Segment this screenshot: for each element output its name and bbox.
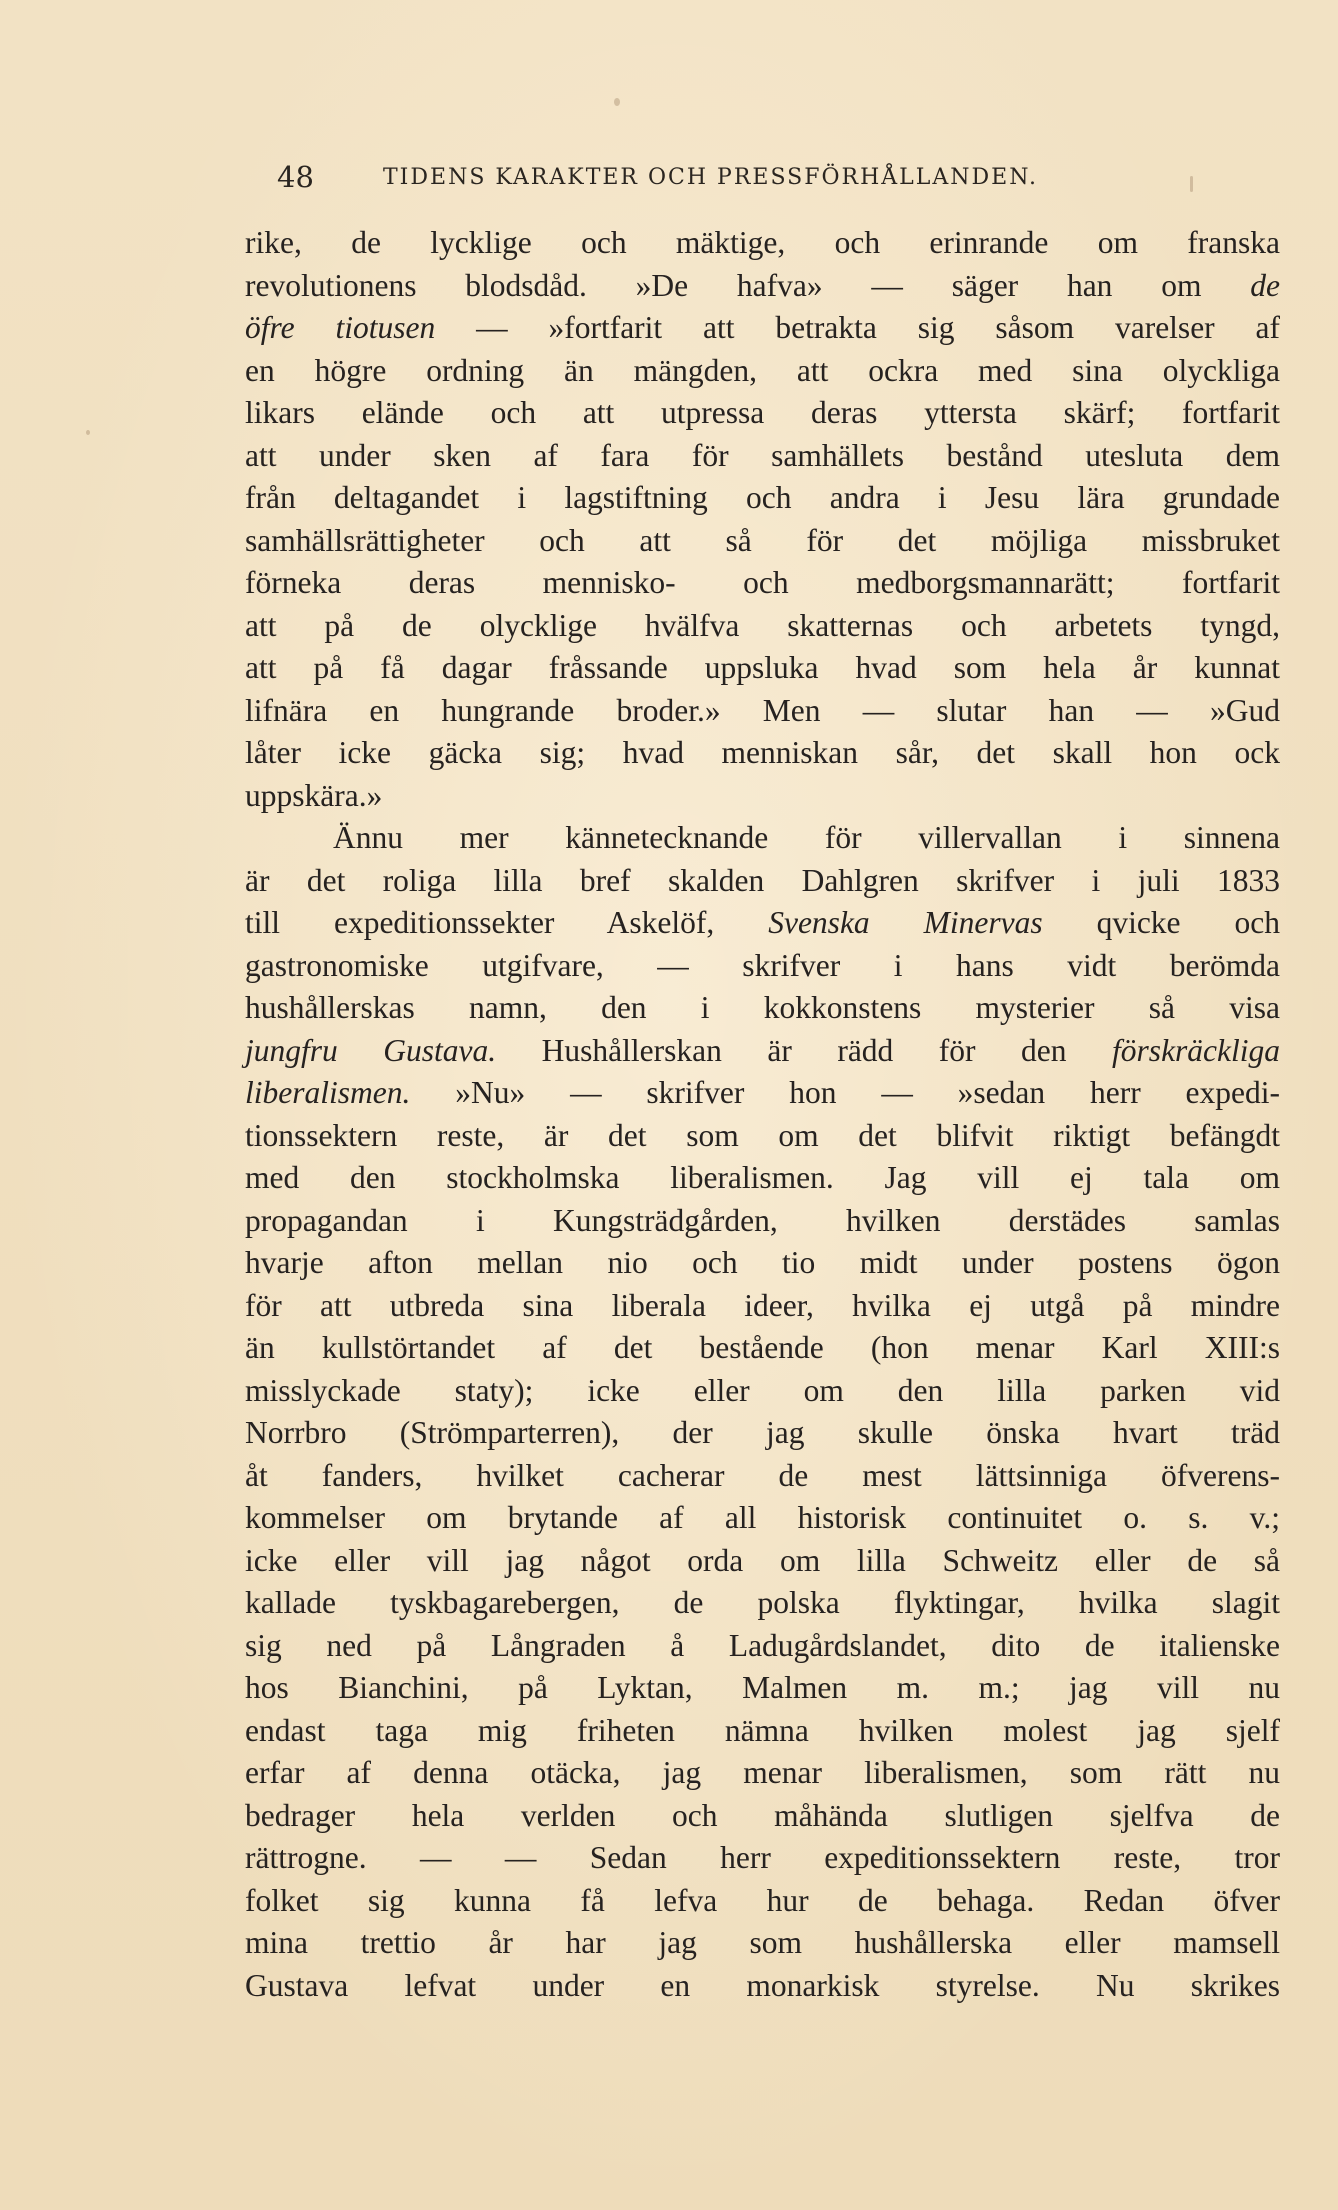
italic-text: Svenska Minervas	[768, 905, 1043, 940]
italic-text: förskräckliga	[1112, 1032, 1281, 1068]
text-line: lifnära en hungrande broder.» Men — slutar han — »Gud	[245, 692, 1280, 728]
text-line: hos Bianchini, på Lyktan, Malmen m. m.; jag vill nu	[245, 1670, 1280, 1705]
text-line: för att utbreda sina liberala ideer, hvilka ej utgå på mindre	[245, 1287, 1280, 1323]
text-line: sig ned på Långraden å Ladugårdslandet, dito de italienske	[245, 1627, 1280, 1663]
text-line: att under sken af fara för samhällets bestånd utesluta dem	[245, 437, 1280, 473]
body-text	[245, 222, 1280, 2007]
text-line: misslyckade staty); icke eller om den lilla parken vid	[245, 1372, 1280, 1408]
italic-text: de	[1250, 267, 1280, 303]
text-line: att på få dagar fråssande uppsluka hvad som hela år kunnat	[245, 650, 1280, 685]
italic-text: jungfru Gustava.	[245, 1032, 497, 1068]
text-fragment: till expeditionssekter Askelöf,	[245, 905, 715, 940]
text-line: folket sig kunna få lefva hur de behaga. Redan öfver	[245, 1882, 1280, 1918]
page-number: 48	[277, 160, 314, 194]
text-line	[245, 307, 1280, 350]
text-line: med den stockholmska liberalismen. Jag vill ej tala om	[245, 1160, 1280, 1195]
text-line: förneka deras mennisko- och medborgsmannarätt; fortfarit	[245, 565, 1280, 600]
italic-text: liberalismen.	[245, 1075, 411, 1110]
text-line: tionssektern reste, är det som om det blifvit riktigt befängdt	[245, 1117, 1280, 1153]
italic-text: öfre tiotusen	[245, 310, 436, 345]
text-line: är det roliga lilla bref skalden Dahlgren skrifver i juli 1833	[245, 862, 1280, 898]
running-title: TIDENS KARAKTER OCH PRESSFÖRHÅLLANDEN.	[383, 165, 1039, 190]
text-line: endast taga mig friheten nämna hvilken molest jag sjelf	[245, 1712, 1280, 1748]
text-fragment: revolutionens blodsdåd. »De hafva» — säger han om	[245, 267, 1202, 303]
text-line	[245, 265, 1280, 308]
text-line	[245, 902, 1280, 945]
text-line: hvarje afton mellan nio och tio midt under postens ögon	[245, 1245, 1280, 1280]
text-line: propagandan i Kungsträdgården, hvilken derstädes samlas	[245, 1202, 1280, 1238]
text-fragment: qvicke och	[1096, 905, 1280, 940]
text-line: Gustava lefvat under en monarkisk styrelse. Nu skrikes	[245, 1967, 1280, 2003]
paper-speck	[614, 98, 620, 106]
text-line: från deltagandet i lagstiftning och andra i Jesu lära grundade	[245, 480, 1280, 515]
text-line: åt fanders, hvilket cacherar de mest lättsinniga öfverens-	[245, 1457, 1280, 1493]
text-fragment: Hushållerskan är rädd för den	[541, 1032, 1067, 1068]
page-header	[277, 160, 1177, 200]
text-line: Norrbro (Strömparterren), der jag skulle önska hvart träd	[245, 1415, 1280, 1450]
text-line: likars elände och att utpressa deras yttersta skärf; fortfarit	[245, 395, 1280, 430]
text-line: kallade tyskbagarebergen, de polska flyktingar, hvilka slagit	[245, 1585, 1280, 1620]
text-line: icke eller vill jag något orda om lilla Schweitz eller de så	[245, 1542, 1280, 1578]
text-line: uppskära.»	[245, 777, 383, 813]
text-line: Ännu mer kännetecknande för villervallan i sinnena	[333, 820, 1280, 855]
text-fragment: »Nu» — skrifver hon — »sedan herr expedi-	[455, 1075, 1280, 1110]
text-line: gastronomiske utgifvare, — skrifver i hans vidt berömda	[245, 947, 1280, 983]
text-line: än kullstörtandet af det bestående (hon menar Karl XIII:s	[245, 1330, 1280, 1365]
text-line: låter icke gäcka sig; hvad menniskan sår, det skall hon ock	[245, 735, 1280, 770]
text-line: hushållerskas namn, den i kokkonstens mysterier så visa	[245, 990, 1280, 1025]
paper-speck	[86, 430, 90, 435]
text-line: en högre ordning än mängden, att ockra med sina olyckliga	[245, 352, 1280, 388]
text-fragment: — »fortfarit att betrakta sig såsom varelser af	[476, 310, 1281, 345]
text-line: rättrogne. — — Sedan herr expeditionssektern reste, tror	[245, 1840, 1280, 1875]
text-line: kommelser om brytande af all historisk continuitet o. s. v.;	[245, 1500, 1280, 1535]
text-line: att på de olycklige hvälfva skatternas och arbetets tyngd,	[245, 607, 1280, 643]
text-line: bedrager hela verlden och måhända slutligen sjelfva de	[245, 1797, 1280, 1833]
text-line: samhällsrättigheter och att så för det möjliga missbruket	[245, 522, 1280, 558]
text-line	[245, 1030, 1280, 1073]
text-line: rike, de lycklige och mäktige, och erinrande om franska	[245, 225, 1280, 260]
text-line: erfar af denna otäcka, jag menar liberalismen, som rätt nu	[245, 1755, 1280, 1790]
text-line	[245, 1072, 1280, 1115]
paper-speck	[1190, 176, 1193, 192]
text-line: mina trettio år har jag som hushållerska eller mamsell	[245, 1925, 1280, 1960]
